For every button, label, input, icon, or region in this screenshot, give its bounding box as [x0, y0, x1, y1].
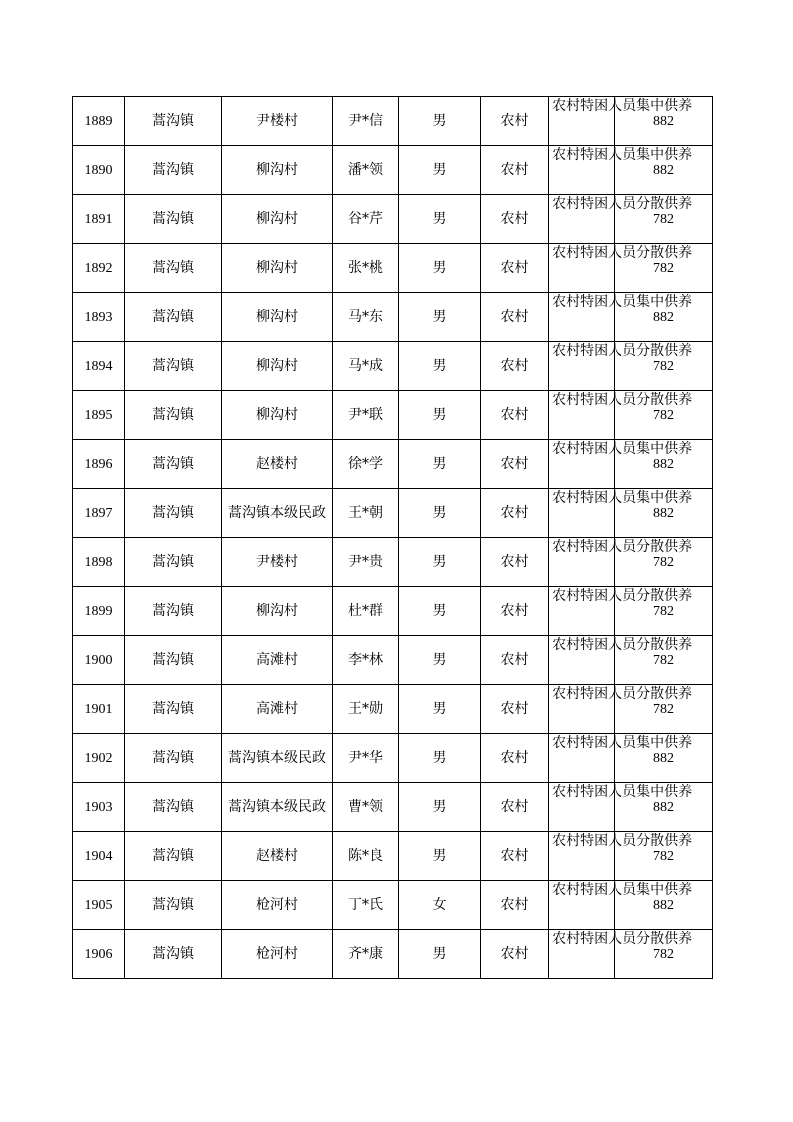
cell-town: 蒿沟镇 — [125, 685, 222, 734]
cell-gender: 男 — [399, 832, 481, 881]
cell-town: 蒿沟镇 — [125, 734, 222, 783]
cell-person-name: 杜*群 — [333, 587, 399, 636]
records-sheet — [72, 96, 712, 979]
support-type-text: 农村特困人员分散供养 — [552, 342, 693, 359]
support-type-text: 农村特困人员集中供养 — [552, 97, 693, 114]
cell-area-type: 农村 — [481, 391, 549, 440]
cell-person-name: 尹*信 — [333, 97, 399, 146]
support-type-text: 农村特困人员集中供养 — [552, 783, 693, 800]
cell-village: 枪河村 — [222, 930, 333, 979]
cell-town: 蒿沟镇 — [125, 342, 222, 391]
cell-amount: 782 — [615, 587, 713, 636]
cell-serial-number: 1899 — [73, 587, 125, 636]
cell-gender: 男 — [399, 440, 481, 489]
cell-amount: 782 — [615, 832, 713, 881]
cell-village: 柳沟村 — [222, 146, 333, 195]
table-row — [73, 783, 713, 832]
table-row — [73, 244, 713, 293]
cell-town: 蒿沟镇 — [125, 832, 222, 881]
cell-amount: 882 — [615, 97, 713, 146]
cell-village: 柳沟村 — [222, 342, 333, 391]
cell-gender: 男 — [399, 342, 481, 391]
cell-area-type: 农村 — [481, 195, 549, 244]
table-row — [73, 146, 713, 195]
cell-amount: 882 — [615, 293, 713, 342]
cell-area-type: 农村 — [481, 342, 549, 391]
cell-amount: 882 — [615, 783, 713, 832]
cell-person-name: 马*成 — [333, 342, 399, 391]
cell-serial-number: 1895 — [73, 391, 125, 440]
cell-town: 蒿沟镇 — [125, 587, 222, 636]
cell-village: 柳沟村 — [222, 195, 333, 244]
cell-gender: 女 — [399, 881, 481, 930]
cell-area-type: 农村 — [481, 685, 549, 734]
cell-village: 高滩村 — [222, 685, 333, 734]
cell-village: 柳沟村 — [222, 391, 333, 440]
support-type-text: 农村特困人员集中供养 — [552, 440, 693, 457]
cell-person-name: 尹*贵 — [333, 538, 399, 587]
cell-village: 蒿沟镇本级民政 — [222, 734, 333, 783]
cell-gender: 男 — [399, 146, 481, 195]
cell-town: 蒿沟镇 — [125, 783, 222, 832]
table-row — [73, 685, 713, 734]
cell-gender: 男 — [399, 685, 481, 734]
table-row — [73, 195, 713, 244]
cell-amount: 782 — [615, 538, 713, 587]
table-row — [73, 636, 713, 685]
cell-area-type: 农村 — [481, 489, 549, 538]
cell-serial-number: 1889 — [73, 97, 125, 146]
records-table — [72, 96, 713, 979]
table-row — [73, 489, 713, 538]
support-type-text: 农村特困人员分散供养 — [552, 244, 693, 261]
support-type-text: 农村特困人员分散供养 — [552, 685, 693, 702]
support-type-text: 农村特困人员分散供养 — [552, 587, 693, 604]
cell-person-name: 丁*氏 — [333, 881, 399, 930]
cell-area-type: 农村 — [481, 881, 549, 930]
cell-area-type: 农村 — [481, 244, 549, 293]
table-row — [73, 293, 713, 342]
cell-amount: 782 — [615, 636, 713, 685]
table-row — [73, 538, 713, 587]
cell-town: 蒿沟镇 — [125, 489, 222, 538]
cell-town: 蒿沟镇 — [125, 195, 222, 244]
cell-serial-number: 1892 — [73, 244, 125, 293]
cell-village: 蒿沟镇本级民政 — [222, 489, 333, 538]
cell-serial-number: 1906 — [73, 930, 125, 979]
cell-area-type: 农村 — [481, 146, 549, 195]
cell-gender: 男 — [399, 930, 481, 979]
cell-amount: 882 — [615, 146, 713, 195]
cell-serial-number: 1890 — [73, 146, 125, 195]
cell-serial-number: 1898 — [73, 538, 125, 587]
cell-serial-number: 1905 — [73, 881, 125, 930]
cell-person-name: 徐*学 — [333, 440, 399, 489]
cell-serial-number: 1896 — [73, 440, 125, 489]
table-row — [73, 587, 713, 636]
cell-town: 蒿沟镇 — [125, 146, 222, 195]
support-type-text: 农村特困人员分散供养 — [552, 930, 693, 947]
table-row — [73, 391, 713, 440]
cell-serial-number: 1894 — [73, 342, 125, 391]
cell-village: 蒿沟镇本级民政 — [222, 783, 333, 832]
support-type-text: 农村特困人员集中供养 — [552, 734, 693, 751]
cell-gender: 男 — [399, 783, 481, 832]
cell-amount: 882 — [615, 489, 713, 538]
cell-town: 蒿沟镇 — [125, 97, 222, 146]
cell-town: 蒿沟镇 — [125, 391, 222, 440]
cell-area-type: 农村 — [481, 734, 549, 783]
support-type-text: 农村特困人员集中供养 — [552, 293, 693, 310]
cell-gender: 男 — [399, 195, 481, 244]
cell-village: 赵楼村 — [222, 440, 333, 489]
cell-town: 蒿沟镇 — [125, 881, 222, 930]
cell-gender: 男 — [399, 391, 481, 440]
cell-amount: 882 — [615, 734, 713, 783]
cell-gender: 男 — [399, 244, 481, 293]
table-row — [73, 930, 713, 979]
cell-village: 柳沟村 — [222, 587, 333, 636]
cell-village: 柳沟村 — [222, 293, 333, 342]
support-type-text: 农村特困人员分散供养 — [552, 636, 693, 653]
cell-area-type: 农村 — [481, 636, 549, 685]
cell-village: 尹楼村 — [222, 97, 333, 146]
cell-village: 尹楼村 — [222, 538, 333, 587]
cell-person-name: 曹*领 — [333, 783, 399, 832]
support-type-text: 农村特困人员集中供养 — [552, 489, 693, 506]
table-row — [73, 440, 713, 489]
cell-town: 蒿沟镇 — [125, 636, 222, 685]
cell-town: 蒿沟镇 — [125, 440, 222, 489]
table-row — [73, 881, 713, 930]
cell-amount: 782 — [615, 342, 713, 391]
cell-village: 高滩村 — [222, 636, 333, 685]
cell-serial-number: 1902 — [73, 734, 125, 783]
cell-town: 蒿沟镇 — [125, 538, 222, 587]
cell-gender: 男 — [399, 489, 481, 538]
cell-village: 枪河村 — [222, 881, 333, 930]
cell-area-type: 农村 — [481, 587, 549, 636]
cell-town: 蒿沟镇 — [125, 244, 222, 293]
cell-gender: 男 — [399, 587, 481, 636]
support-type-text: 农村特困人员分散供养 — [552, 832, 693, 849]
cell-area-type: 农村 — [481, 440, 549, 489]
table-body — [73, 97, 713, 979]
cell-serial-number: 1893 — [73, 293, 125, 342]
table-row — [73, 97, 713, 146]
cell-serial-number: 1901 — [73, 685, 125, 734]
support-type-text: 农村特困人员集中供养 — [552, 881, 693, 898]
cell-area-type: 农村 — [481, 97, 549, 146]
cell-person-name: 齐*康 — [333, 930, 399, 979]
cell-person-name: 李*林 — [333, 636, 399, 685]
cell-person-name: 张*桃 — [333, 244, 399, 293]
cell-town: 蒿沟镇 — [125, 293, 222, 342]
cell-person-name: 尹*联 — [333, 391, 399, 440]
cell-serial-number: 1904 — [73, 832, 125, 881]
cell-person-name: 陈*良 — [333, 832, 399, 881]
cell-person-name: 王*朝 — [333, 489, 399, 538]
table-row — [73, 342, 713, 391]
cell-gender: 男 — [399, 636, 481, 685]
cell-amount: 782 — [615, 930, 713, 979]
table-row — [73, 832, 713, 881]
cell-serial-number: 1897 — [73, 489, 125, 538]
support-type-text: 农村特困人员分散供养 — [552, 391, 693, 408]
cell-serial-number: 1903 — [73, 783, 125, 832]
cell-area-type: 农村 — [481, 293, 549, 342]
cell-gender: 男 — [399, 538, 481, 587]
cell-gender: 男 — [399, 734, 481, 783]
cell-person-name: 尹*华 — [333, 734, 399, 783]
cell-person-name: 谷*芹 — [333, 195, 399, 244]
cell-amount: 782 — [615, 244, 713, 293]
cell-gender: 男 — [399, 293, 481, 342]
cell-amount: 782 — [615, 195, 713, 244]
cell-person-name: 王*勋 — [333, 685, 399, 734]
cell-village: 柳沟村 — [222, 244, 333, 293]
cell-village: 赵楼村 — [222, 832, 333, 881]
cell-amount: 882 — [615, 440, 713, 489]
cell-town: 蒿沟镇 — [125, 930, 222, 979]
cell-area-type: 农村 — [481, 538, 549, 587]
cell-serial-number: 1891 — [73, 195, 125, 244]
cell-amount: 782 — [615, 391, 713, 440]
table-row — [73, 734, 713, 783]
cell-gender: 男 — [399, 97, 481, 146]
cell-person-name: 潘*领 — [333, 146, 399, 195]
support-type-text: 农村特困人员分散供养 — [552, 538, 693, 555]
cell-serial-number: 1900 — [73, 636, 125, 685]
cell-amount: 882 — [615, 881, 713, 930]
support-type-text: 农村特困人员分散供养 — [552, 195, 693, 212]
cell-person-name: 马*东 — [333, 293, 399, 342]
cell-area-type: 农村 — [481, 832, 549, 881]
cell-amount: 782 — [615, 685, 713, 734]
cell-area-type: 农村 — [481, 783, 549, 832]
cell-area-type: 农村 — [481, 930, 549, 979]
support-type-text: 农村特困人员集中供养 — [552, 146, 693, 163]
